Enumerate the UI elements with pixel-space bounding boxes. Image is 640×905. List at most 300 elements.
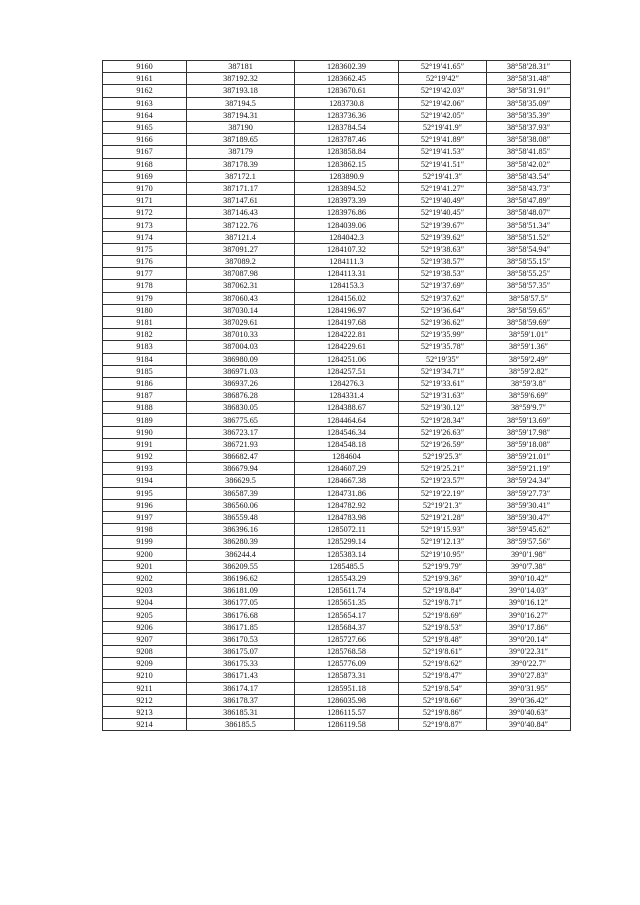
- point-number-cell: 9182: [103, 329, 187, 341]
- latitude-cell: 52°19′8.48″: [399, 633, 487, 645]
- latitude-cell: 52°19′8.66″: [399, 694, 487, 706]
- table-row: [103, 280, 571, 292]
- y-coordinate-cell: 1284042.3: [295, 231, 399, 243]
- latitude-cell: 52°19′41.89″: [399, 134, 487, 146]
- point-number-cell: 9174: [103, 231, 187, 243]
- longitude-cell: 38°59′18.08″: [487, 438, 571, 450]
- y-coordinate-cell: 1285651.35: [295, 597, 399, 609]
- x-coordinate-cell: 386175.33: [187, 658, 295, 670]
- x-coordinate-cell: 387146.43: [187, 207, 295, 219]
- point-number-cell: 9184: [103, 353, 187, 365]
- point-number-cell: 9190: [103, 426, 187, 438]
- point-number-cell: 9165: [103, 121, 187, 133]
- y-coordinate-cell: 1283890.9: [295, 170, 399, 182]
- point-number-cell: 9160: [103, 61, 187, 73]
- y-coordinate-cell: 1284197.68: [295, 316, 399, 328]
- y-coordinate-cell: 1285299.14: [295, 536, 399, 548]
- x-coordinate-cell: 387030.14: [187, 304, 295, 316]
- table-row: [103, 170, 571, 182]
- longitude-cell: 39°0′1.98″: [487, 548, 571, 560]
- latitude-cell: 52°19′28.34″: [399, 414, 487, 426]
- y-coordinate-cell: 1286115.57: [295, 706, 399, 718]
- latitude-cell: 52°19′9.36″: [399, 572, 487, 584]
- point-number-cell: 9161: [103, 73, 187, 85]
- latitude-cell: 52°19′40.45″: [399, 207, 487, 219]
- y-coordinate-cell: 1284257.51: [295, 365, 399, 377]
- y-coordinate-cell: 1284113.31: [295, 268, 399, 280]
- point-number-cell: 9201: [103, 560, 187, 572]
- x-coordinate-cell: 387192.32: [187, 73, 295, 85]
- y-coordinate-cell: 1284782.92: [295, 499, 399, 511]
- point-number-cell: 9187: [103, 390, 187, 402]
- longitude-cell: 38°59′24.34″: [487, 475, 571, 487]
- longitude-cell: 38°58′51.52″: [487, 231, 571, 243]
- table-row: [103, 536, 571, 548]
- longitude-cell: 38°58′43.73″: [487, 182, 571, 194]
- longitude-cell: 38°59′30.47″: [487, 511, 571, 523]
- latitude-cell: 52°19′30.12″: [399, 402, 487, 414]
- x-coordinate-cell: 386830.05: [187, 402, 295, 414]
- y-coordinate-cell: 1283602.39: [295, 61, 399, 73]
- latitude-cell: 52°19′8.87″: [399, 719, 487, 731]
- longitude-cell: 38°58′31.91″: [487, 85, 571, 97]
- x-coordinate-cell: 386980.09: [187, 353, 295, 365]
- point-number-cell: 9204: [103, 597, 187, 609]
- y-coordinate-cell: 1284548.18: [295, 438, 399, 450]
- x-coordinate-cell: 386560.06: [187, 499, 295, 511]
- table-row: [103, 365, 571, 377]
- longitude-cell: 39°0′22.7″: [487, 658, 571, 670]
- point-number-cell: 9203: [103, 585, 187, 597]
- x-coordinate-cell: 386170.53: [187, 633, 295, 645]
- latitude-cell: 52°19′8.62″: [399, 658, 487, 670]
- point-number-cell: 9188: [103, 402, 187, 414]
- longitude-cell: 39°0′14.03″: [487, 585, 571, 597]
- latitude-cell: 52°19′8.69″: [399, 609, 487, 621]
- y-coordinate-cell: 1284604: [295, 451, 399, 463]
- point-number-cell: 9191: [103, 438, 187, 450]
- table-row: [103, 451, 571, 463]
- latitude-cell: 52°19′15.93″: [399, 524, 487, 536]
- table-row: [103, 719, 571, 731]
- latitude-cell: 52°19′25.3″: [399, 451, 487, 463]
- longitude-cell: 38°58′59.69″: [487, 316, 571, 328]
- latitude-cell: 52°19′8.71″: [399, 597, 487, 609]
- table-row: [103, 414, 571, 426]
- table-row: [103, 621, 571, 633]
- longitude-cell: 38°59′9.7″: [487, 402, 571, 414]
- longitude-cell: 38°58′55.15″: [487, 256, 571, 268]
- y-coordinate-cell: 1285485.5: [295, 560, 399, 572]
- table-row: [103, 268, 571, 280]
- x-coordinate-cell: 386209.55: [187, 560, 295, 572]
- x-coordinate-cell: 387171.17: [187, 182, 295, 194]
- y-coordinate-cell: 1285684.37: [295, 621, 399, 633]
- longitude-cell: 38°58′59.65″: [487, 304, 571, 316]
- point-number-cell: 9189: [103, 414, 187, 426]
- point-number-cell: 9168: [103, 158, 187, 170]
- table-row: [103, 243, 571, 255]
- x-coordinate-cell: 387147.61: [187, 195, 295, 207]
- x-coordinate-cell: 386178.37: [187, 694, 295, 706]
- point-number-cell: 9213: [103, 706, 187, 718]
- y-coordinate-cell: 1284196.97: [295, 304, 399, 316]
- point-number-cell: 9197: [103, 511, 187, 523]
- latitude-cell: 52°19′33.61″: [399, 377, 487, 389]
- y-coordinate-cell: 1283670.61: [295, 85, 399, 97]
- point-number-cell: 9169: [103, 170, 187, 182]
- table-row: [103, 219, 571, 231]
- longitude-cell: 38°58′47.89″: [487, 195, 571, 207]
- point-number-cell: 9170: [103, 182, 187, 194]
- longitude-cell: 38°58′43.54″: [487, 170, 571, 182]
- table-row: [103, 146, 571, 158]
- y-coordinate-cell: 1284111.3: [295, 256, 399, 268]
- longitude-cell: 39°0′40.84″: [487, 719, 571, 731]
- longitude-cell: 39°0′20.14″: [487, 633, 571, 645]
- point-number-cell: 9210: [103, 670, 187, 682]
- y-coordinate-cell: 1285951.18: [295, 682, 399, 694]
- table-row: [103, 487, 571, 499]
- x-coordinate-cell: 386175.07: [187, 646, 295, 658]
- table-row: [103, 706, 571, 718]
- x-coordinate-cell: 387062.31: [187, 280, 295, 292]
- longitude-cell: 39°0′27.83″: [487, 670, 571, 682]
- latitude-cell: 52°19′34.71″: [399, 365, 487, 377]
- y-coordinate-cell: 1283976.86: [295, 207, 399, 219]
- point-number-cell: 9200: [103, 548, 187, 560]
- x-coordinate-cell: 386721.93: [187, 438, 295, 450]
- y-coordinate-cell: 1283862.15: [295, 158, 399, 170]
- longitude-cell: 38°59′17.98″: [487, 426, 571, 438]
- table-row: [103, 61, 571, 73]
- table-row: [103, 646, 571, 658]
- table-row: [103, 682, 571, 694]
- longitude-cell: 39°0′31.95″: [487, 682, 571, 694]
- latitude-cell: 52°19′8.53″: [399, 621, 487, 633]
- x-coordinate-cell: 387194.31: [187, 109, 295, 121]
- latitude-cell: 52°19′8.84″: [399, 585, 487, 597]
- x-coordinate-cell: 387179: [187, 146, 295, 158]
- point-number-cell: 9192: [103, 451, 187, 463]
- latitude-cell: 52°19′37.62″: [399, 292, 487, 304]
- x-coordinate-cell: 387060.43: [187, 292, 295, 304]
- y-coordinate-cell: 1284731.86: [295, 487, 399, 499]
- x-coordinate-cell: 387122.76: [187, 219, 295, 231]
- point-number-cell: 9173: [103, 219, 187, 231]
- latitude-cell: 52°19′38.53″: [399, 268, 487, 280]
- y-coordinate-cell: 1285776.09: [295, 658, 399, 670]
- point-number-cell: 9177: [103, 268, 187, 280]
- x-coordinate-cell: 386587.39: [187, 487, 295, 499]
- table-row: [103, 85, 571, 97]
- point-number-cell: 9212: [103, 694, 187, 706]
- longitude-cell: 38°59′27.73″: [487, 487, 571, 499]
- table-row: [103, 109, 571, 121]
- point-number-cell: 9209: [103, 658, 187, 670]
- y-coordinate-cell: 1284783.98: [295, 511, 399, 523]
- latitude-cell: 52°19′23.57″: [399, 475, 487, 487]
- latitude-cell: 52°19′35″: [399, 353, 487, 365]
- point-number-cell: 9167: [103, 146, 187, 158]
- x-coordinate-cell: 386723.17: [187, 426, 295, 438]
- x-coordinate-cell: 386171.43: [187, 670, 295, 682]
- point-number-cell: 9164: [103, 109, 187, 121]
- longitude-cell: 39°0′22.31″: [487, 646, 571, 658]
- x-coordinate-cell: 386775.65: [187, 414, 295, 426]
- point-number-cell: 9206: [103, 621, 187, 633]
- x-coordinate-cell: 387029.61: [187, 316, 295, 328]
- latitude-cell: 52°19′8.47″: [399, 670, 487, 682]
- table-row: [103, 329, 571, 341]
- x-coordinate-cell: 387121.4: [187, 231, 295, 243]
- latitude-cell: 52°19′22.19″: [399, 487, 487, 499]
- latitude-cell: 52°19′8.61″: [399, 646, 487, 658]
- longitude-cell: 39°0′40.63″: [487, 706, 571, 718]
- latitude-cell: 52°19′10.95″: [399, 548, 487, 560]
- longitude-cell: 39°0′7.38″: [487, 560, 571, 572]
- table-row: [103, 560, 571, 572]
- table-row: [103, 511, 571, 523]
- point-number-cell: 9207: [103, 633, 187, 645]
- point-number-cell: 9166: [103, 134, 187, 146]
- longitude-cell: 39°0′10.42″: [487, 572, 571, 584]
- point-number-cell: 9211: [103, 682, 187, 694]
- table-row: [103, 463, 571, 475]
- x-coordinate-cell: 387089.2: [187, 256, 295, 268]
- latitude-cell: 52°19′40.49″: [399, 195, 487, 207]
- longitude-cell: 39°0′36.42″: [487, 694, 571, 706]
- y-coordinate-cell: 1284107.32: [295, 243, 399, 255]
- latitude-cell: 52°19′41.53″: [399, 146, 487, 158]
- longitude-cell: 38°58′38.08″: [487, 134, 571, 146]
- x-coordinate-cell: 386244.4: [187, 548, 295, 560]
- y-coordinate-cell: 1284464.64: [295, 414, 399, 426]
- x-coordinate-cell: 386177.05: [187, 597, 295, 609]
- y-coordinate-cell: 1284251.06: [295, 353, 399, 365]
- x-coordinate-cell: 387010.33: [187, 329, 295, 341]
- x-coordinate-cell: 386181.09: [187, 585, 295, 597]
- point-number-cell: 9186: [103, 377, 187, 389]
- longitude-cell: 38°58′57.5″: [487, 292, 571, 304]
- table-row: [103, 256, 571, 268]
- latitude-cell: 52°19′26.59″: [399, 438, 487, 450]
- point-number-cell: 9193: [103, 463, 187, 475]
- table-row: [103, 304, 571, 316]
- point-number-cell: 9198: [103, 524, 187, 536]
- x-coordinate-cell: 386629.5: [187, 475, 295, 487]
- table-row: [103, 670, 571, 682]
- longitude-cell: 38°58′48.07″: [487, 207, 571, 219]
- latitude-cell: 52°19′31.63″: [399, 390, 487, 402]
- table-row: [103, 377, 571, 389]
- x-coordinate-cell: 387004.03: [187, 341, 295, 353]
- point-number-cell: 9199: [103, 536, 187, 548]
- y-coordinate-cell: 1283662.45: [295, 73, 399, 85]
- point-number-cell: 9202: [103, 572, 187, 584]
- table-row: [103, 121, 571, 133]
- longitude-cell: 38°59′1.01″: [487, 329, 571, 341]
- point-number-cell: 9172: [103, 207, 187, 219]
- longitude-cell: 38°59′2.82″: [487, 365, 571, 377]
- latitude-cell: 52°19′38.57″: [399, 256, 487, 268]
- table-row: [103, 694, 571, 706]
- x-coordinate-cell: 387091.27: [187, 243, 295, 255]
- latitude-cell: 52°19′41.65″: [399, 61, 487, 73]
- y-coordinate-cell: 1284229.61: [295, 341, 399, 353]
- table-row: [103, 585, 571, 597]
- longitude-cell: 38°59′57.56″: [487, 536, 571, 548]
- longitude-cell: 38°59′3.8″: [487, 377, 571, 389]
- point-number-cell: 9194: [103, 475, 187, 487]
- x-coordinate-cell: 387178.39: [187, 158, 295, 170]
- y-coordinate-cell: 1284667.38: [295, 475, 399, 487]
- point-number-cell: 9179: [103, 292, 187, 304]
- latitude-cell: 52°19′38.63″: [399, 243, 487, 255]
- table-row: [103, 390, 571, 402]
- longitude-cell: 38°58′28.31″: [487, 61, 571, 73]
- longitude-cell: 38°59′21.19″: [487, 463, 571, 475]
- y-coordinate-cell: 1284276.3: [295, 377, 399, 389]
- longitude-cell: 39°0′16.12″: [487, 597, 571, 609]
- point-number-cell: 9205: [103, 609, 187, 621]
- point-number-cell: 9162: [103, 85, 187, 97]
- y-coordinate-cell: 1285072.11: [295, 524, 399, 536]
- latitude-cell: 52°19′41.3″: [399, 170, 487, 182]
- y-coordinate-cell: 1283784.54: [295, 121, 399, 133]
- x-coordinate-cell: 386171.85: [187, 621, 295, 633]
- y-coordinate-cell: 1283730.8: [295, 97, 399, 109]
- point-number-cell: 9196: [103, 499, 187, 511]
- table-row: [103, 402, 571, 414]
- latitude-cell: 52°19′35.99″: [399, 329, 487, 341]
- table-row: [103, 97, 571, 109]
- longitude-cell: 38°58′42.02″: [487, 158, 571, 170]
- longitude-cell: 38°58′37.93″: [487, 121, 571, 133]
- longitude-cell: 38°58′41.85″: [487, 146, 571, 158]
- x-coordinate-cell: 386396.16: [187, 524, 295, 536]
- table-row: [103, 207, 571, 219]
- x-coordinate-cell: 387193.18: [187, 85, 295, 97]
- longitude-cell: 38°58′57.35″: [487, 280, 571, 292]
- x-coordinate-cell: 387194.5: [187, 97, 295, 109]
- table-row: [103, 524, 571, 536]
- x-coordinate-cell: 387190: [187, 121, 295, 133]
- table-row: [103, 499, 571, 511]
- x-coordinate-cell: 386280.39: [187, 536, 295, 548]
- y-coordinate-cell: 1285383.14: [295, 548, 399, 560]
- longitude-cell: 38°59′30.41″: [487, 499, 571, 511]
- x-coordinate-cell: 386185.31: [187, 706, 295, 718]
- latitude-cell: 52°19′42.05″: [399, 109, 487, 121]
- y-coordinate-cell: 1284153.3: [295, 280, 399, 292]
- x-coordinate-cell: 386682.47: [187, 451, 295, 463]
- y-coordinate-cell: 1286119.58: [295, 719, 399, 731]
- table-row: [103, 158, 571, 170]
- x-coordinate-cell: 386559.48: [187, 511, 295, 523]
- latitude-cell: 52°19′41.9″: [399, 121, 487, 133]
- longitude-cell: 38°59′1.36″: [487, 341, 571, 353]
- x-coordinate-cell: 387181: [187, 61, 295, 73]
- point-number-cell: 9178: [103, 280, 187, 292]
- longitude-cell: 38°59′45.62″: [487, 524, 571, 536]
- longitude-cell: 38°59′21.01″: [487, 451, 571, 463]
- table-row: [103, 633, 571, 645]
- y-coordinate-cell: 1285727.66: [295, 633, 399, 645]
- latitude-cell: 52°19′8.86″: [399, 706, 487, 718]
- y-coordinate-cell: 1284607.29: [295, 463, 399, 475]
- coordinates-table-body: [103, 61, 571, 731]
- table-row: [103, 353, 571, 365]
- longitude-cell: 38°58′51.34″: [487, 219, 571, 231]
- longitude-cell: 39°0′17.86″: [487, 621, 571, 633]
- y-coordinate-cell: 1284156.02: [295, 292, 399, 304]
- longitude-cell: 39°0′16.27″: [487, 609, 571, 621]
- y-coordinate-cell: 1286035.98: [295, 694, 399, 706]
- table-row: [103, 73, 571, 85]
- latitude-cell: 52°19′21.28″: [399, 511, 487, 523]
- point-number-cell: 9208: [103, 646, 187, 658]
- x-coordinate-cell: 386876.28: [187, 390, 295, 402]
- longitude-cell: 38°58′35.39″: [487, 109, 571, 121]
- y-coordinate-cell: 1284546.34: [295, 426, 399, 438]
- point-number-cell: 9180: [103, 304, 187, 316]
- point-number-cell: 9181: [103, 316, 187, 328]
- longitude-cell: 38°59′2.49″: [487, 353, 571, 365]
- latitude-cell: 52°19′39.67″: [399, 219, 487, 231]
- point-number-cell: 9214: [103, 719, 187, 731]
- point-number-cell: 9183: [103, 341, 187, 353]
- x-coordinate-cell: 386679.94: [187, 463, 295, 475]
- x-coordinate-cell: 387087.98: [187, 268, 295, 280]
- table-row: [103, 548, 571, 560]
- table-row: [103, 316, 571, 328]
- y-coordinate-cell: 1283858.84: [295, 146, 399, 158]
- x-coordinate-cell: 386174.17: [187, 682, 295, 694]
- latitude-cell: 52°19′8.54″: [399, 682, 487, 694]
- y-coordinate-cell: 1283894.52: [295, 182, 399, 194]
- table-row: [103, 572, 571, 584]
- y-coordinate-cell: 1283787.46: [295, 134, 399, 146]
- x-coordinate-cell: 386196.62: [187, 572, 295, 584]
- y-coordinate-cell: 1285873.31: [295, 670, 399, 682]
- table-row: [103, 475, 571, 487]
- latitude-cell: 52°19′12.13″: [399, 536, 487, 548]
- x-coordinate-cell: 387189.65: [187, 134, 295, 146]
- x-coordinate-cell: 386176.68: [187, 609, 295, 621]
- table-row: [103, 195, 571, 207]
- table-row: [103, 292, 571, 304]
- latitude-cell: 52°19′41.27″: [399, 182, 487, 194]
- latitude-cell: 52°19′25.21″: [399, 463, 487, 475]
- point-number-cell: 9176: [103, 256, 187, 268]
- table-row: [103, 658, 571, 670]
- y-coordinate-cell: 1284331.4: [295, 390, 399, 402]
- y-coordinate-cell: 1285768.58: [295, 646, 399, 658]
- point-number-cell: 9163: [103, 97, 187, 109]
- table-row: [103, 182, 571, 194]
- table-row: [103, 609, 571, 621]
- table-row: [103, 426, 571, 438]
- latitude-cell: 52°19′21.3″: [399, 499, 487, 511]
- latitude-cell: 52°19′35.78″: [399, 341, 487, 353]
- latitude-cell: 52°19′42″: [399, 73, 487, 85]
- y-coordinate-cell: 1285543.29: [295, 572, 399, 584]
- latitude-cell: 52°19′36.64″: [399, 304, 487, 316]
- y-coordinate-cell: 1283973.39: [295, 195, 399, 207]
- x-coordinate-cell: 386937.26: [187, 377, 295, 389]
- y-coordinate-cell: 1283736.36: [295, 109, 399, 121]
